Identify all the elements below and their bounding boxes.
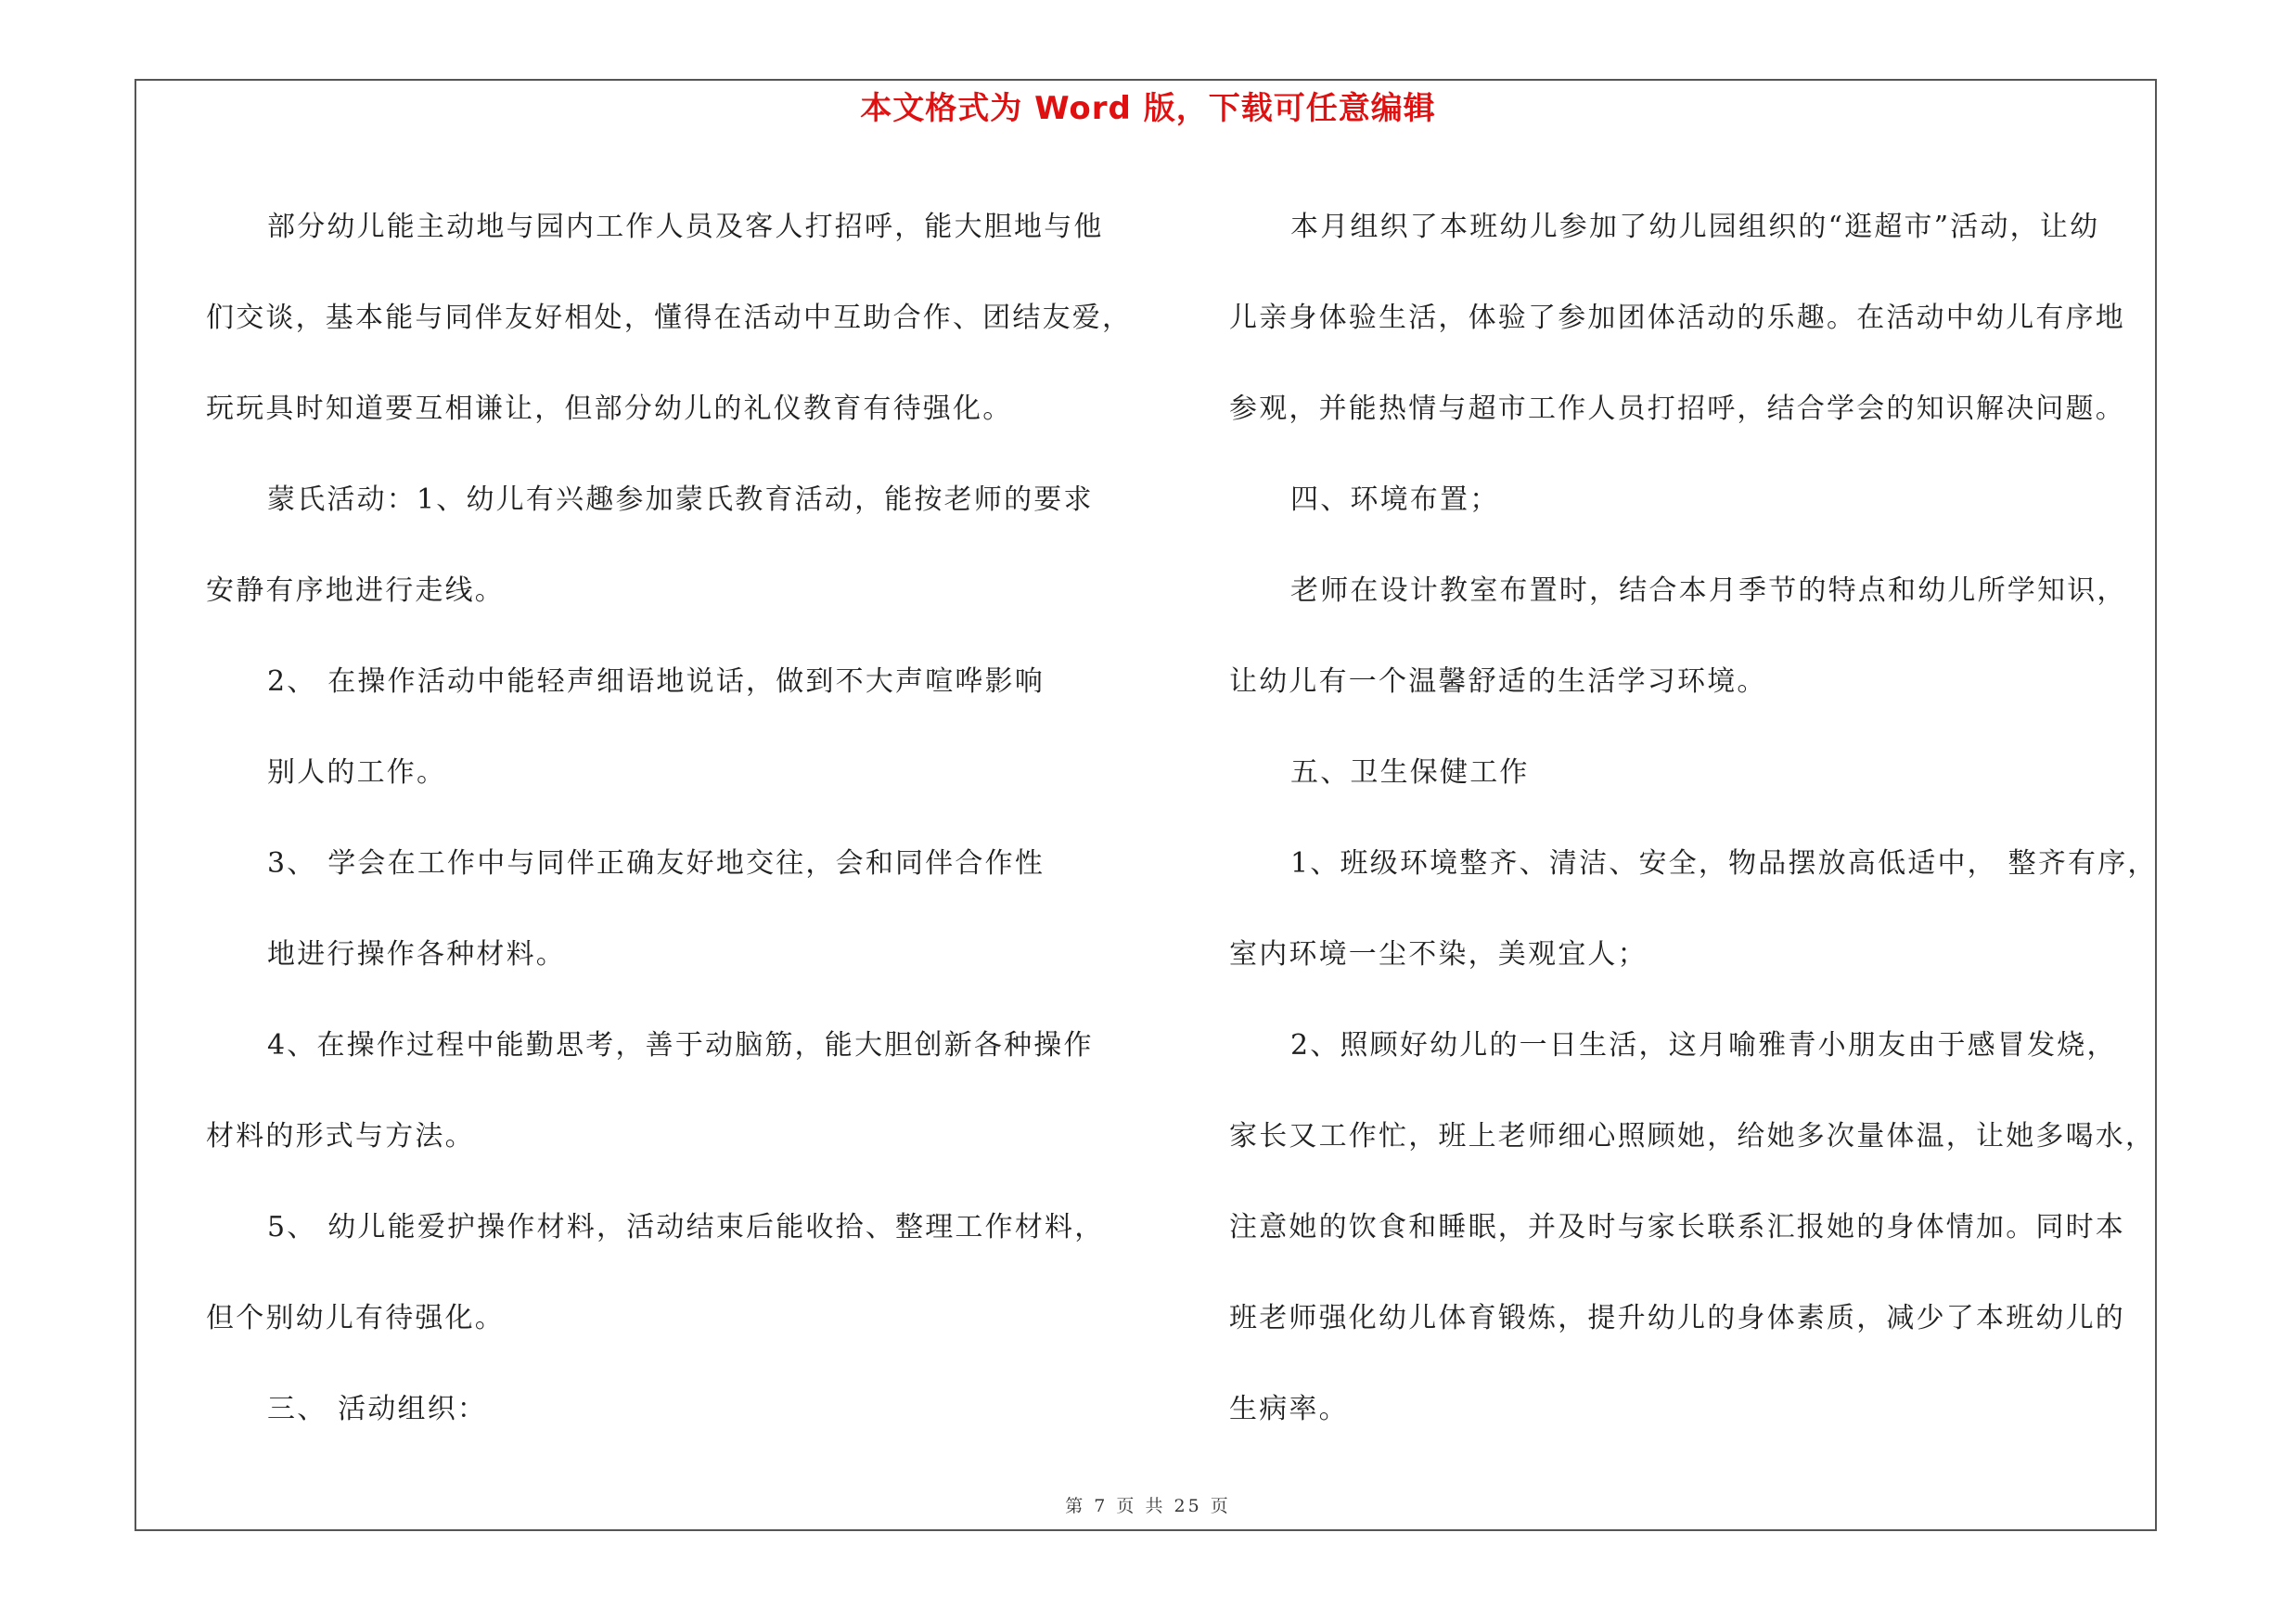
- left-column-text-line: 三、 活动组织：: [267, 1393, 488, 1425]
- left-column-text-line: 3、 学会在工作中与同伴正确友好地交往，会和同伴合作性: [267, 847, 1045, 880]
- left-column-text-line: 部分幼儿能主动地与园内工作人员及客人打招呼，能大胆地与他: [267, 211, 1104, 243]
- right-column-text-line: 家长又工作忙，班上老师细心照顾她，给她多次量体温，让她多喝水，: [1229, 1120, 2156, 1153]
- right-column-text-line: 注意她的饮食和睡眠，并及时与家长联系汇报她的身体情加。同时本: [1229, 1211, 2125, 1243]
- right-column-text-line: 2、照顾好幼儿的一日生活，这月喻雅青小朋友由于感冒发烧，: [1290, 1029, 2117, 1062]
- left-column: [206, 182, 1148, 1455]
- page-number-footer: 第 7 页 共 25 页: [1065, 1496, 1231, 1516]
- left-column-text-line: 4、在操作过程中能勤思考，善于动脑筋，能大胆创新各种操作: [267, 1029, 1094, 1062]
- right-column-text-line: 五、卫生保健工作: [1290, 756, 1530, 789]
- right-column-text-line: 儿亲身体验生活，体验了参加团体活动的乐趣。在活动中幼儿有序地: [1229, 302, 2125, 334]
- left-column-text-line: 蒙氏活动：1、幼儿有兴趣参加蒙氏教育活动，能按老师的要求: [267, 483, 1094, 516]
- left-column-text-line: 安静有序地进行走线。: [206, 574, 505, 607]
- left-column-text-line: 地进行操作各种材料。: [267, 938, 566, 971]
- right-column-text-line: 1、班级环境整齐、清洁、安全，物品摆放高低适中， 整齐有序，: [1290, 847, 2158, 880]
- right-column-text-line: 老师在设计教室布置时，结合本月季节的特点和幼儿所学知识，: [1290, 574, 2127, 607]
- right-column: [1229, 182, 2168, 1455]
- left-column-text-line: 但个别幼儿有待强化。: [206, 1302, 505, 1334]
- left-column-text-line: 2、 在操作活动中能轻声细语地说话，做到不大声喧哗影响: [267, 665, 1045, 698]
- right-column-text-line: 四、环境布置；: [1290, 483, 1500, 516]
- right-column-text-line: 室内环境一尘不染，美观宜人；: [1229, 938, 1648, 971]
- left-column-text-line: 别人的工作。: [267, 756, 447, 789]
- right-column-text-line: 班老师强化幼儿体育锻炼，提升幼儿的身体素质，减少了本班幼儿的: [1229, 1302, 2125, 1334]
- right-column-text-line: 参观，并能热情与超市工作人员打招呼，结合学会的知识解决问题。: [1229, 393, 2125, 425]
- right-column-text-line: 本月组织了本班幼儿参加了幼儿园组织的“逛超市”活动，让幼: [1290, 211, 2100, 243]
- right-column-text-line: 生病率。: [1229, 1393, 1349, 1425]
- left-column-text-line: 玩玩具时知道要互相谦让，但部分幼儿的礼仪教育有待强化。: [206, 393, 1013, 425]
- left-column-text-line: 们交谈，基本能与同伴友好相处，懂得在活动中互助合作、团结友爱，: [206, 302, 1133, 334]
- right-column-text-line: 让幼儿有一个温馨舒适的生活学习环境。: [1229, 665, 1767, 698]
- left-column-text-line: 5、 幼儿能爱护操作材料，活动结束后能收拾、整理工作材料，: [267, 1211, 1105, 1243]
- format-banner: 本文格式为 Word 版，下载可任意编辑: [860, 90, 1436, 127]
- left-column-text-line: 材料的形式与方法。: [206, 1120, 475, 1153]
